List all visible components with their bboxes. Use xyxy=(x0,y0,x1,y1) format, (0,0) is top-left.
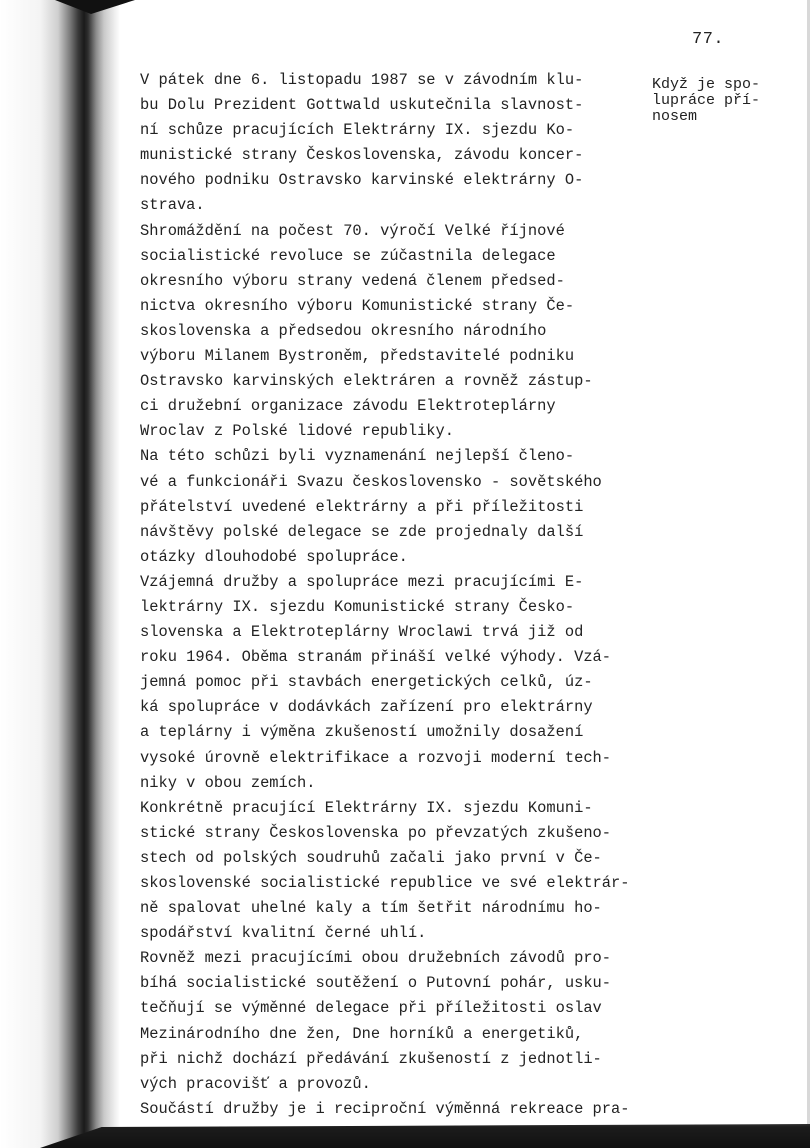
text-line: tečňují se výměnné delegace při příležitosti oslav xyxy=(140,999,602,1018)
book-spine-shadow xyxy=(0,0,120,1148)
text-line: slovenska a Elektroteplárny Wroclawi trvá již od xyxy=(140,623,584,642)
page-bottom-edge xyxy=(40,1118,810,1148)
text-line: nového podniku Ostravsko karvinské elektrárny O- xyxy=(140,171,584,190)
text-line: socialistické revoluce se zúčastnila delegace xyxy=(140,246,556,265)
body-text xyxy=(140,68,680,1122)
text-line: bíhá socialistické soutěžení o Putovní pohár, usku- xyxy=(140,974,612,993)
text-line: lektrárny IX. sjezdu Komunistické strany Česko- xyxy=(140,597,575,616)
text-line: vysoké úrovně elektrifikace a rozvoji moderní tech- xyxy=(140,748,612,767)
text-line: Součástí družby je i reciproční výměnná rekreace pra- xyxy=(140,1099,630,1118)
text-line: Mezinárodního dne žen, Dne horníků a energetiků, xyxy=(140,1024,584,1043)
text-line: Shromáždění na počest 70. výročí Velké říjnové xyxy=(140,221,565,240)
text-line: okresního výboru strany vedená členem předsed- xyxy=(140,271,565,290)
text-line: skoslovenské socialistické republice ve své elektrár- xyxy=(140,874,630,892)
text-line: Na této schůzi byli vyznamenání nejlepší členo- xyxy=(140,447,575,466)
text-line: munistické strany Československa, závodu koncer- xyxy=(140,146,584,165)
text-line: ci družební organizace závodu Elektroteplárny xyxy=(140,397,556,416)
text-line: bu Dolu Prezident Gottwald uskutečnila slavnost- xyxy=(140,96,584,115)
text-line: a teplárny i výměna zkušeností umožnily dosažení xyxy=(140,723,584,742)
text-line: vé a funkcionáři Svazu československo - sovětského xyxy=(140,472,602,491)
text-line: V pátek dne 6. listopadu 1987 se v závodním klu- xyxy=(140,71,584,89)
text-line: ní schůze pracujících Elektrárny IX. sjezdu Ko- xyxy=(140,121,575,140)
text-line: roku 1964. Oběma stranám přináší velké výhody. Vzá- xyxy=(140,648,612,667)
text-line: Vzájemná družby a spolupráce mezi pracujícími E- xyxy=(140,572,584,591)
text-line: niky v obou zemích. xyxy=(140,773,316,792)
text-line: návštěvy polské delegace se zde projednaly další xyxy=(140,522,584,541)
text-line: skoslovenska a předsedou okresního národního xyxy=(140,321,547,340)
text-line: stech od polských soudruhů začali jako první v Če- xyxy=(140,848,602,867)
text-line: Ostravsko karvinských elektráren a rovněž zástup- xyxy=(140,372,593,391)
margin-note: Když je spo- lupráce pří- nosem xyxy=(652,76,761,125)
text-line: stické strany Československa po převzatých zkušeno- xyxy=(140,823,612,842)
page-number: 77. xyxy=(692,30,725,49)
text-line: spodářství kvalitní černé uhlí. xyxy=(140,924,427,943)
text-line: ká spolupráce v dodávkách zařízení pro elektrárny xyxy=(140,698,593,717)
text-line: Wroclav z Polské lidové republiky. xyxy=(140,422,455,441)
text-line: výboru Milanem Bystroněm, představitelé podniku xyxy=(140,347,575,366)
text-line: ně spalovat uhelné kaly a tím šetřit národnímu ho- xyxy=(140,899,602,918)
text-line: otázky dlouhodobé spolupráce. xyxy=(140,547,408,566)
text-line: přátelství uvedené elektrárny a při příležitosti xyxy=(140,497,584,516)
text-line: při nichž dochází předávání zkušeností z jednotli- xyxy=(140,1049,602,1068)
text-line: jemná pomoc při stavbách energetických celků, úz- xyxy=(140,673,593,692)
text-line: vých pracovišť a provozů. xyxy=(140,1074,371,1093)
text-line: nictva okresního výboru Komunistické strany Če- xyxy=(140,296,575,315)
text-line: strava. xyxy=(140,196,205,215)
text-line: Konkrétně pracující Elektrárny IX. sjezdu Komuni- xyxy=(140,798,593,817)
text-line: Rovněž mezi pracujícími obou družebních závodů pro- xyxy=(140,949,612,968)
